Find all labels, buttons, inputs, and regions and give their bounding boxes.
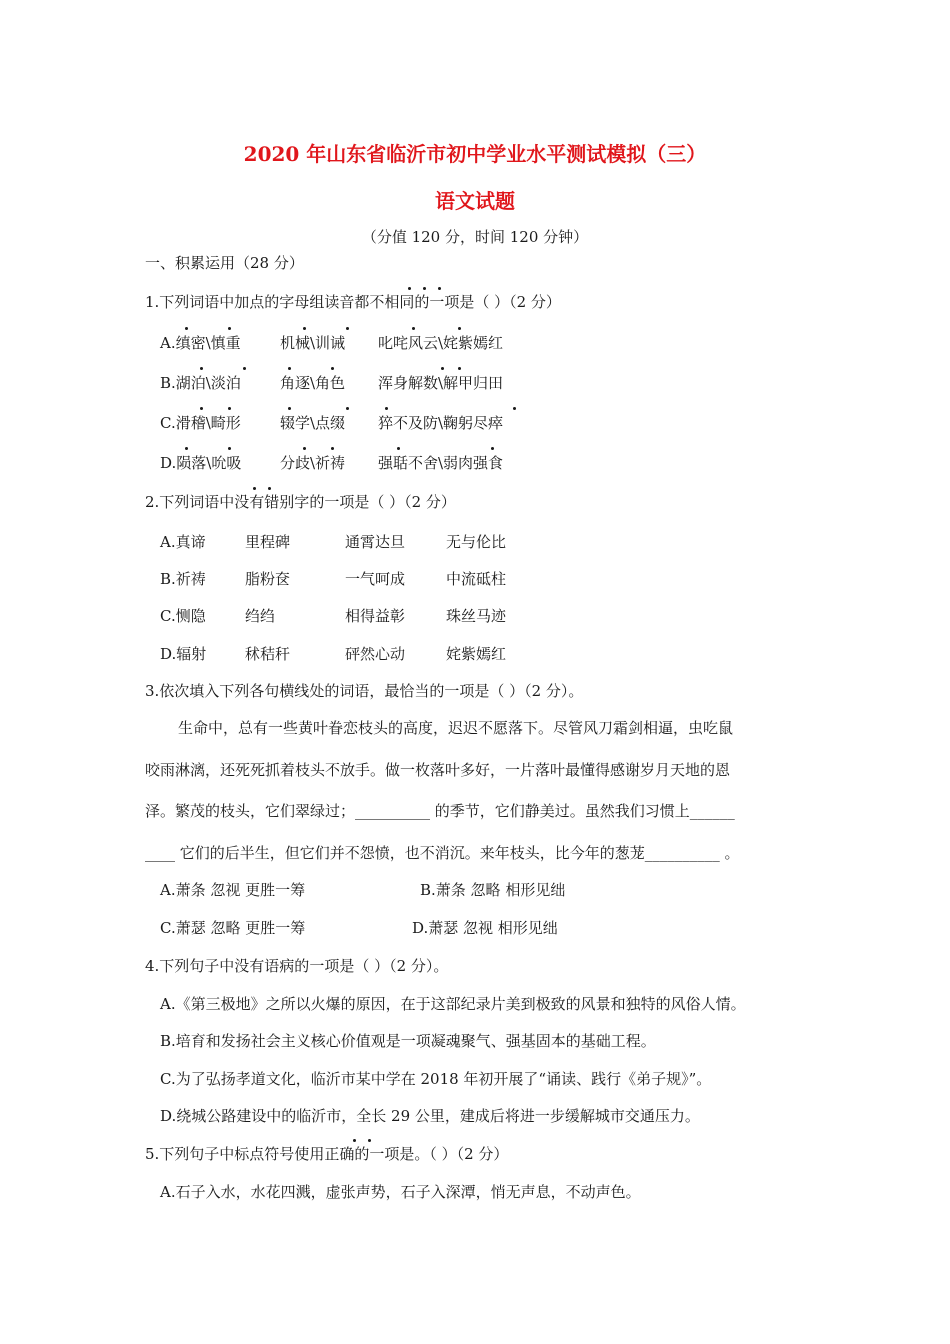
exam-meta: （分值 120 分，时间 120 分钟） [361, 228, 589, 246]
q2-option-a: A.真谛 里程碑 通霄达旦 无与伦比 [160, 533, 507, 551]
q3-passage-line-1: 生命中，总有一些黄叶眷恋枝头的高度，迟迟不愿落下。尽管风刀霜剑相逼，虫吃鼠 [178, 719, 734, 737]
q2-option-b: B.祈祷 脂粉奁 一气呵成 中流砥柱 [160, 570, 507, 588]
q3-passage-line-4: ____ 它们的后半生，但它们并不怨愤，也不消沉。来年枝头，比今年的葱茏__________ 。 [145, 844, 740, 862]
q1-option-d: D.陨落\吮吸 分歧\祈祷 强聒不舍\弱肉强食 [160, 454, 504, 472]
q1-option-a: A.缜密\慎重 机械\训诫 叱咤风云\姹紫嫣红 [160, 334, 504, 352]
q4-option-b: B.培育和发扬社会主义核心价值观是一项凝魂聚气、强基固本的基础工程。 [160, 1032, 656, 1050]
section-heading: 一、积累运用（28 分） [145, 254, 304, 272]
q3-option-b: B.萧条 忽略 相形见绌 [420, 881, 566, 899]
q4-option-a: A.《第三极地》之所以火爆的原因，在于这部纪录片美到极致的风景和独特的风俗人情。 [160, 995, 746, 1013]
q1-option-b: B.湖泊\淡泊 角逐\角色 浑身解数\解甲归田 [160, 374, 504, 392]
question-5-stem: 5.下列句子中标点符号使用正确的一项是。（ ）（2 分） [145, 1145, 509, 1163]
q3-passage-line-2: 咬雨淋漓，还死死抓着枝头不放手。做一枚落叶多好，一片落叶最懂得感谢岁月天地的恩 [145, 761, 731, 779]
question-4-stem: 4.下列句子中没有语病的一项是（ ）（2 分）。 [145, 957, 449, 975]
question-1-stem: 1.下列词语中加点的字母组读音都不相同的一项是（ ）（2 分） [145, 293, 561, 311]
q5-option-a: A.石子入水，水花四溅，虚张声势，石子入深潭，悄无声息，不动声色。 [160, 1183, 641, 1201]
q4-option-c: C.为了弘扬孝道文化，临沂市某中学在 2018 年初开展了“诵读、践行《弟子规》”。 [160, 1070, 712, 1088]
q3-option-d: D.萧瑟 忽视 相形见绌 [412, 919, 558, 937]
q1-option-c: C.滑稽\畸形 辍学\点缀 猝不及防\鞠躬尽瘁 [160, 414, 504, 432]
q3-option-a: A.萧条 忽视 更胜一筹 [160, 881, 306, 899]
q3-passage-line-3: 泽。繁茂的枝头，它们翠绿过；__________ 的季节，它们静美过。虽然我们习惯上______ [145, 802, 735, 820]
page-subtitle: 语文试题 [435, 189, 515, 213]
q4-option-d: D.绕城公路建设中的临沂市，全长 29 公里，建成后将进一步缓解城市交通压力。 [160, 1107, 700, 1125]
question-3-stem: 3.依次填入下列各句横线处的词语，最恰当的一项是（ ）（2 分）。 [145, 682, 584, 700]
page-title: 2020 年山东省临沂市初中学业水平测试模拟（三） [243, 142, 707, 166]
q3-option-c: C.萧瑟 忽略 更胜一筹 [160, 919, 306, 937]
q2-option-d: D.辐射 秫秸秆 砰然心动 姹紫嫣红 [160, 645, 507, 663]
q2-option-c: C.恻隐 绉绉 相得益彰 珠丝马迹 [160, 607, 507, 625]
question-2-stem: 2.下列词语中没有错别字的一项是（ ）（2 分） [145, 493, 456, 511]
